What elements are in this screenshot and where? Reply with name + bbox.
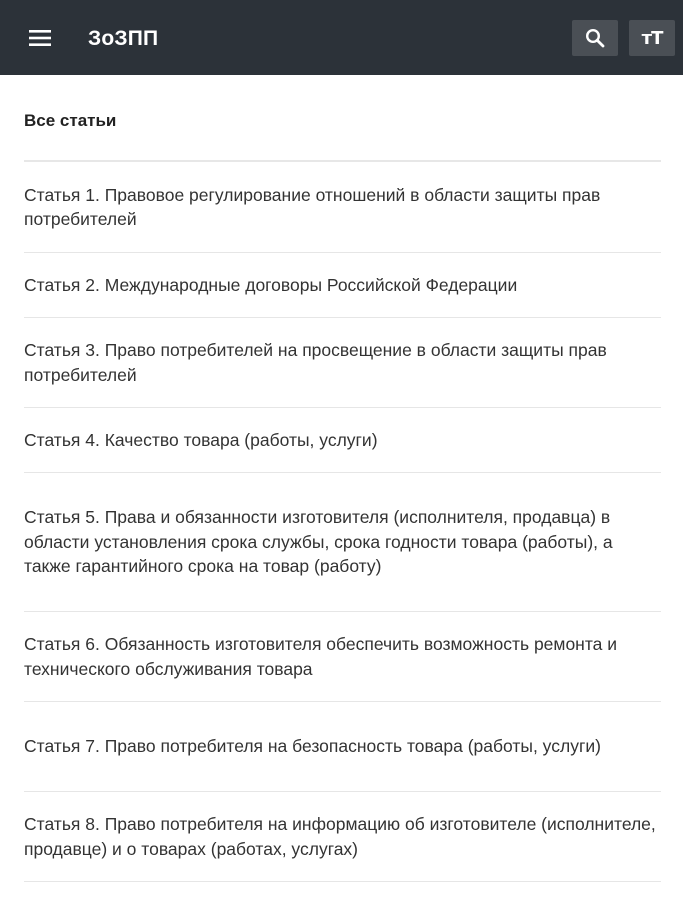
article-item[interactable] (24, 792, 661, 882)
font-size-icon: тТ (641, 27, 663, 49)
article-item[interactable] (24, 253, 661, 318)
search-button[interactable] (572, 20, 618, 56)
article-title: Статья 7. Право потребителя на безопасность товара (работы, услуги) (24, 736, 601, 757)
article-item[interactable] (24, 318, 661, 408)
app-bar (0, 0, 683, 75)
menu-button[interactable] (0, 0, 80, 75)
search-icon (585, 28, 605, 48)
article-title: Статья 8. Право потребителя на информацию об изготовителе (исполнителе, продавце) и о товарах (работах, услугах) (24, 814, 656, 859)
article-item[interactable] (24, 612, 661, 702)
articles-list (0, 75, 683, 882)
article-title: Статья 6. Обязанность изготовителя обеспечить возможность ремонта и технического обслуживания товара (24, 634, 618, 679)
article-title: Статья 5. Права и обязанности изготовителя (исполнителя, продавца) в области установления срока службы, срока годности товара (работы), а также гарантийного срока на товар (работу) (24, 507, 613, 577)
article-title: Статья 2. Международные договоры Российской Федерации (24, 274, 518, 295)
article-item[interactable] (24, 473, 661, 612)
article-item[interactable] (24, 408, 661, 473)
article-title: Статья 3. Право потребителей на просвещение в области защиты прав потребителей (24, 340, 607, 385)
font-size-button[interactable] (629, 20, 675, 56)
article-item[interactable] (24, 162, 661, 253)
article-title: Статья 1. Правовое регулирование отношений в области защиты прав потребителей (24, 184, 601, 229)
hamburger-menu-icon (29, 29, 51, 47)
app-title: ЗоЗПП (88, 27, 159, 50)
article-title: Статья 4. Качество товара (работы, услуги) (24, 429, 378, 450)
article-item[interactable] (24, 702, 661, 792)
section-title: Все статьи (24, 75, 661, 162)
